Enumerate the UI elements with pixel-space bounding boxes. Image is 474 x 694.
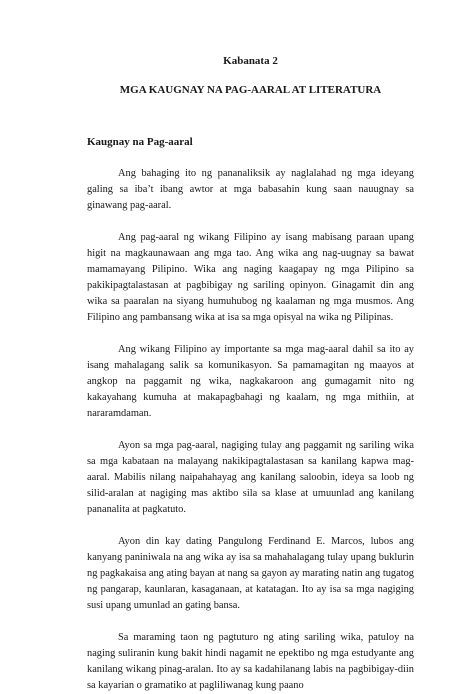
paragraph-3: Ang wikang Filipino ay importante sa mga mag-aaral dahil sa ito ay isang mahalagang salik sa komunikasyon. Sa pamamagitan ng maayos at angkop na paggamit ng wika, nagkakaroon ang gumagamit nito ng kakayahang kumuha at makapagbahagi ng kaalam, ng mga mithiin, at nararamdaman. (87, 344, 414, 419)
paragraph-5: Ayon din kay dating Pangulong Ferdinand E. Marcos, lubos ang kanyang paniniwala na ang wika ay isa sa mahahalagang tulay upang buklurin ng pagkakaisa ang ating bayan at nang sa gayon ay marating natin ang tugatog ng pangarap, kaunlaran, kasaganaan, at katatagan. Ito ay isa sa mga nagiging susi upang umunlad an gating bansa. (87, 536, 414, 611)
paragraph-1: Ang bahaging ito ng pananaliksik ay naglalahad ng mga ideyang galing sa iba’t ibang awtor at mga babasahin kung saan nauugnay sa ginawang pag-aaral. (87, 168, 414, 211)
chapter-title: MGA KAUGNAY NA PAG-AARAL AT LITERATURA (119, 84, 382, 96)
chapter-label: Kabanata 2 (223, 55, 278, 67)
paragraph-6: Sa maraming taon ng pagtuturo ng ating sariling wika, patuloy na naging suliranin kung bakit hindi nagamit ne epektibo ng mga estudyante ang kanilang wikang pinag-aralan. Ito ay sa kadahilanang labis na pagbibigay-diin sa kayarian o gramatiko at pagliliwanag kung paano (87, 632, 414, 691)
section-heading: Kaugnay na Pag-aaral (87, 136, 193, 148)
paragraph-4: Ayon sa mga pag-aaral, nagiging tulay ang paggamit ng sariling wika sa mga kabataan na malayang nakikipagtalastasan sa kanilang kapwa mag-aaral. Mabilis nilang naipahahayag ang kanilang saloobin, ideya sa loob ng silid-aralan at nagiging mas aktibo sila sa klase at umuunlad ang kanilang pananalita at pagkatuto. (87, 440, 414, 515)
paragraph-2: Ang pag-aaral ng wikang Filipino ay isang mabisang paraan upang higit na magkaunawaan ang mga tao. Ang wika ang nag-uugnay sa bawat mamamayang Pilipino. Wika ang naging kaagapay ng mga Pilipino sa pakikipagtalastasan at pagbibigay ng sariling opinyon. Ginagamit din ang wika sa paaralan na siyang humuhubog ng kaalaman ng mga musmos. Ang Filipino ang pambansang wika at isa sa mga opisyal na wika ng Pilipinas. (87, 232, 414, 323)
